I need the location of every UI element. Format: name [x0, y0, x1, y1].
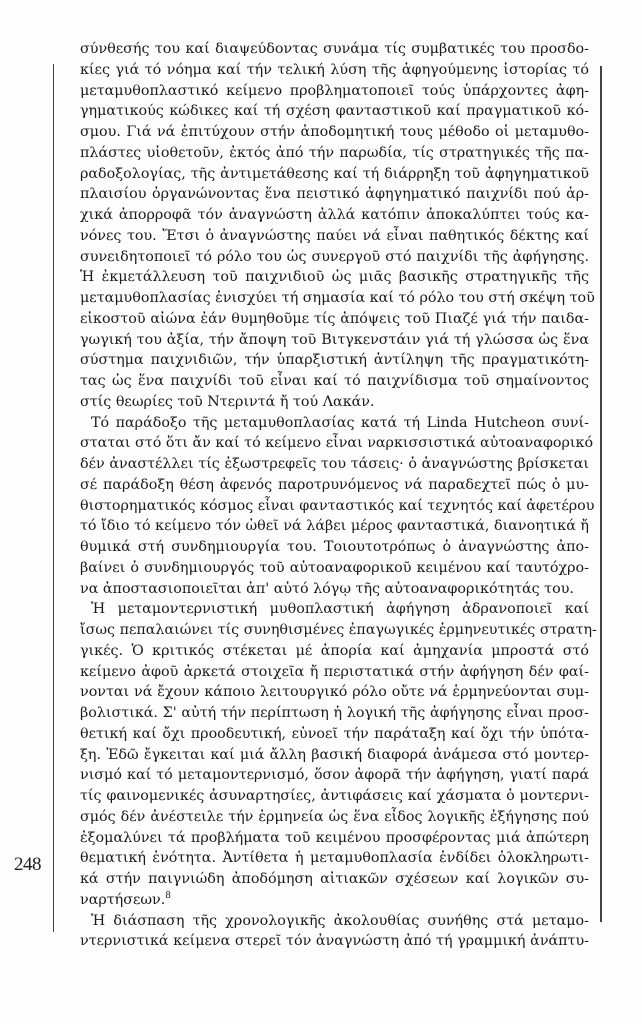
text-line: τας ὡς ἕνα παιχνίδι τοῦ εἶναι καί τό παιχνίδισμα τοῦ σημαίνοντος	[80, 373, 589, 389]
text-line: να ἀποστασιοποιεῖται ἀπ' αὐτό λόγῳ τῆς αὐτοαναφορικότητάς του.	[80, 580, 574, 597]
text-line: θεματική ἑνότητα. Ἀντίθετα ἡ μεταμυθοπλασία ἐνδίδει ὁλοκληρωτι-	[80, 850, 589, 867]
text-line: συνειδητοποιεῖ τό ρόλο του ὡς συνεργοῦ στό παιχνίδι τῆς ἀφήγησης.	[80, 248, 589, 265]
text-line: κίες γιά τό νόημα καί τήν τελική λύση τῆς ἀφηγούμενης ἱστορίας τό	[80, 61, 589, 78]
text-line: ἴσως πεπαλαιώνει τίς συνηθισμένες ἐπαγωγικές ἑρμηνευτικές στρατη-	[80, 622, 597, 638]
text-line: εἰκοστοῦ αἰώνα ἐάν θυμηθοῦμε τίς ἀπόψεις τοῦ Πιαζέ γιά τήν παιδα-	[80, 310, 589, 327]
text-line: κείμενο ἀφοῦ ἀρκετά στοιχεῖα ἤ περιστατικά στήν ἀφήγηση δέν φαί-	[80, 663, 589, 680]
text-line: Ἡ μεταμοντερνιστική μυθοπλαστική ἀφήγηση ἀδρανοποιεῖ καί	[91, 601, 589, 618]
text-line: σύστημα παιχνιδιῶν, τήν ὑπαρξιστική ἀντίληψη τῆς πραγματικότη-	[80, 352, 589, 369]
text-line: νονται νά ἔχουν κάποιο λειτουργικό ρόλο οὔτε νά ἑρμηνεύονται συμ-	[80, 684, 589, 701]
text-line: πλαισίου ὀργανώνοντας ἕνα πειστικό ἀφηγηματικό παιχνίδι πού ἀρ-	[80, 186, 589, 203]
left-margin-rule	[53, 64, 54, 932]
text-line-content: ναρτήσεων.	[80, 891, 166, 908]
text-line: γικές. Ὁ κριτικός στέκεται μέ ἀπορία καί ἀμηχανία μπροστά στό	[80, 642, 589, 659]
text-line: σμός δέν ἀνέστειλε τήν ἑρμηνεία ὡς ἕνα εἶδος λογικῆς ἐξήγησης πού	[80, 808, 589, 825]
text-line: σύνθεσής του καί διαψεύδοντας συνάμα τίς συμβατικές του προσδο-	[80, 41, 589, 57]
text-line: γηματικούς κώδικες καί τή σχέση φανταστικοῦ καί πραγματικοῦ κό-	[80, 103, 589, 120]
text-line: γωγική του ἀξία, τήν ἄποψη τοῦ Βιτγκενστάιν γιά τή γλώσσα ὡς ἕνα	[80, 331, 589, 348]
paragraph-3	[80, 599, 597, 910]
right-margin-rule	[600, 66, 602, 922]
text-line-with-footnote	[80, 890, 589, 911]
text-line: σμου. Γιά νά ἐπιτύχουν στήν ἀποδομητική τους μέθοδο οἱ μεταμυθο-	[80, 124, 589, 140]
text-line: πλάστες υἱοθετοῦν, ἐκτός ἀπό τήν παρωδία, τίς στρατηγικές τῆς πα-	[80, 144, 589, 161]
text-line: σταται στό ὅτι ἄν καί τό κείμενο εἶναι ναρκισσιστικά αὐτοαναφορικό	[80, 435, 594, 452]
text-line: μεταμυθοπλαστικό κείμενο προβληματοποιεῖ τούς ὑπάρχοντες ἀφη-	[80, 82, 589, 99]
text-line: κά στήν παιγνιώδη ἀποδόμηση αἰτιακῶν σχέσεων καί λογικῶν συ-	[80, 871, 589, 887]
text-line: βαίνει ὁ συνδημιουργός τοῦ αὐτοαναφορικοῦ κειμένου καί ταυτόχρο-	[80, 559, 589, 576]
text-line: νισμό καί τό μεταμοντερνισμό, ὅσον ἀφορᾶ τήν ἀφήγηση, γιατί παρά	[80, 767, 589, 784]
text-line: χικά ἀπορροφᾶ τόν ἀναγνώστη ἀλλά κατόπιν ἀποκαλύπτει τούς κα-	[80, 207, 589, 223]
text-line: ἐξομαλύνει τά προβλήματα τοῦ κειμένου προσφέροντας μιά ἀπώτερη	[80, 829, 589, 846]
paragraph-1	[80, 39, 595, 413]
text-line: σέ παράδοξη θέση ἀφενός παροτρυνόμενος νά παραδεχτεῖ πώς ὁ μυ-	[80, 476, 589, 493]
paragraph-2	[80, 413, 595, 600]
text-line: στίς θεωρίες τοῦ Ντεριντά ἤ τού Λακάν.	[80, 393, 375, 410]
text-line: θυμικά στή συνδημιουργία του. Τοιουτοτρόπως ὁ ἀναγνώστης ἀπο-	[80, 539, 589, 555]
text-line: θετική καί ὄχι προοδευτική, εὐνοεῖ τήν παράταξη καί ὄχι τήν ὑπότα-	[80, 725, 589, 742]
text-line: νόνες του. Ἔτσι ὁ ἀναγνώστης παύει νά εἶναι παθητικός δέκτης καί	[80, 227, 589, 244]
text-line: Ἡ ἐκμετάλλευση τοῦ παιχνιδιοῦ ὡς μιᾶς βασικῆς στρατηγικῆς τῆς	[80, 269, 589, 286]
text-line: ξη. Ἐδῶ ἔγκειται καί μιά ἄλλη βασική διαφορά ἀνάμεσα στό μοντερ-	[80, 746, 589, 763]
body-text	[80, 39, 597, 952]
text-line: μεταμυθοπλασίας ἐνισχύει τή σημασία καί τό ρόλο του στή σκέψη τοῦ	[80, 290, 595, 306]
text-line: θιστορηματικός κόσμος εἶναι φανταστικός καί τεχνητός καί ἀφετέρου	[80, 497, 595, 514]
text-line: τίς φαινομενικές ἀσυναρτησίες, ἀντιφάσεις καί χάσματα ὁ μοντερνι-	[80, 788, 589, 804]
page-number: 248	[14, 854, 41, 875]
text-line: τό ἴδιο τό κείμενο τόν ὠθεῖ νά λάβει μέρος φανταστικά, διανοητικά ἤ	[80, 518, 589, 535]
text-line: ντερνιστικά κείμενα στερεῖ τόν ἀναγνώστη ἀπό τή γραμμική ἀνάπτυ-	[80, 933, 589, 950]
text-line: ραδοξολογίας, τῆς ἀντιμετάθεσης καί τή διάρρηξη τοῦ ἀφηγηματικοῦ	[80, 165, 589, 182]
text-line: Τό παράδοξο τῆς μεταμυθοπλασίας κατά τή Linda Hutcheon συνί-	[91, 414, 589, 431]
text-line: δέν ἀναστέλλει τίς ἐξωστρεφεῖς του τάσεις· ὁ ἀναγνώστης βρίσκεται	[80, 456, 589, 472]
paragraph-4	[80, 911, 589, 953]
footnote-reference[interactable]: 8	[165, 890, 172, 901]
text-line: βολιστικά. Σ' αὐτή τήν περίπτωση ἡ λογική τῆς ἀφήγησης εἶναι προσ-	[80, 705, 589, 721]
text-line: Ἡ διάσπαση τῆς χρονολογικῆς ἀκολουθίας συνήθης στά μεταμο-	[91, 912, 589, 929]
